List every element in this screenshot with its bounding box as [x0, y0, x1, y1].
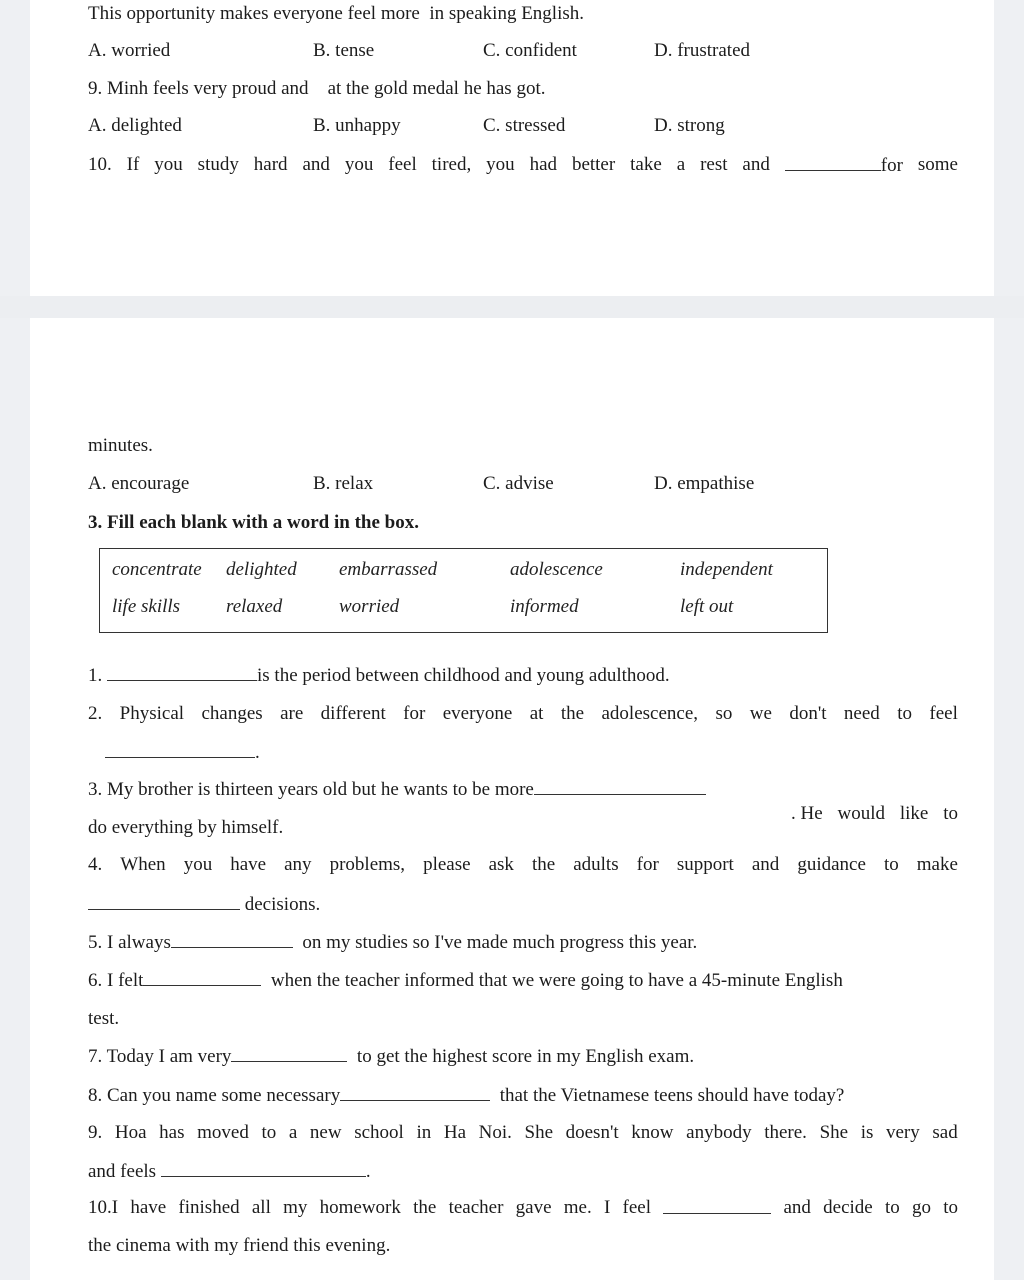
sentence-3-line2: do everything by himself.: [88, 817, 284, 838]
word-box-item: informed: [510, 596, 579, 617]
sentence-10: 10.I have finished all my homework the teacher gave me. I feel and decide to go to: [88, 1197, 958, 1218]
q9-option-c: C. stressed: [483, 115, 566, 136]
sentence-9-blank[interactable]: [161, 1159, 366, 1177]
sentence-4-line2: decisions.: [88, 892, 958, 917]
q10-option-d: D. empathise: [654, 473, 755, 494]
sentence-3: 3. My brother is thirteen years old but he wants to be more . He would like to: [88, 779, 958, 824]
word-box-item: concentrate: [112, 559, 202, 580]
word-box-item: left out: [680, 596, 734, 617]
word-box-item: life skills: [112, 596, 181, 617]
sentence-5-blank[interactable]: [171, 930, 293, 948]
q9-option-a: A. delighted: [88, 115, 182, 136]
sentence-4: 4. When you have any problems, please ask the adults for support and guidance to make: [88, 854, 958, 875]
sentence-6-blank[interactable]: [143, 968, 261, 986]
q9-option-d: D. strong: [654, 115, 725, 136]
q8-option-a: A. worried: [88, 40, 171, 61]
sentence-4-blank[interactable]: [88, 892, 240, 910]
sentence-2-line2: .: [105, 740, 975, 765]
word-box-item: worried: [339, 596, 400, 617]
q9-stem: 9. Minh feels very proud and at the gold medal he has got.: [88, 78, 546, 99]
q8-stem: This opportunity makes everyone feel more in speaking English.: [88, 3, 585, 24]
q10-answer-blank[interactable]: [785, 153, 881, 171]
sentence-7-blank[interactable]: [231, 1044, 347, 1062]
word-box-item: delighted: [226, 559, 297, 580]
word-box-item: adolescence: [510, 559, 603, 580]
sentence-6-line2: test.: [88, 1008, 120, 1029]
word-box-item: independent: [680, 559, 773, 580]
sentence-5: 5. I always on my studies so I've made much progress this year.: [88, 932, 698, 953]
q10-stem: 10. If you study hard and you feel tired, you had better take a rest and for some: [88, 154, 958, 176]
sentence-7: 7. Today I am very to get the highest score in my English exam.: [88, 1046, 695, 1067]
sentence-9-line2: and feels .: [88, 1161, 371, 1182]
sentence-6: 6. I felt when the teacher informed that we were going to have a 45-minute English: [88, 970, 843, 991]
q9-option-b: B. unhappy: [313, 115, 401, 136]
q8-option-d: D. frustrated: [654, 40, 751, 61]
q10-option-a: A. encourage: [88, 473, 190, 494]
q10-option-b: B. relax: [313, 473, 374, 494]
sentence-9: 9. Hoa has moved to a new school in Ha Noi. She doesn't know anybody there. She is very sad: [88, 1122, 958, 1143]
word-box-item: embarrassed: [339, 559, 438, 580]
q10-stem-continued: minutes.: [88, 435, 153, 456]
sentence-10-line2: the cinema with my friend this evening.: [88, 1235, 391, 1256]
q8-option-c: C. confident: [483, 40, 577, 61]
sentence-10-blank[interactable]: [663, 1196, 771, 1214]
part3-heading: 3. Fill each blank with a word in the box.: [88, 512, 419, 533]
sentence-2: 2. Physical changes are different for everyone at the adolescence, so we don't need to feel: [88, 703, 958, 724]
sentence-3-blank[interactable]: [534, 777, 706, 795]
sentence-8: 8. Can you name some necessary that the Vietnamese teens should have today?: [88, 1085, 845, 1106]
sentence-1-blank[interactable]: [107, 663, 257, 681]
sentence-1: 1. is the period between childhood and young adulthood.: [88, 665, 670, 686]
sentence-2-blank[interactable]: [105, 740, 255, 758]
page-separator: [0, 296, 1024, 318]
sentence-8-blank[interactable]: [340, 1083, 490, 1101]
word-box-item: relaxed: [226, 596, 283, 617]
q8-option-b: B. tense: [313, 40, 375, 61]
q10-option-c: C. advise: [483, 473, 554, 494]
